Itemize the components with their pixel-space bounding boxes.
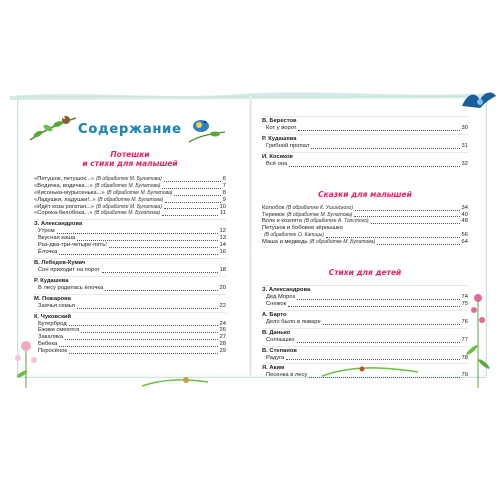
entry-title: Утром	[38, 228, 55, 235]
toc-entry	[262, 319, 468, 326]
dot-leader	[298, 129, 459, 131]
dot-leader	[165, 201, 220, 203]
toc-entry	[34, 321, 226, 328]
entry-page: 76	[461, 318, 468, 325]
entry-title: Колобок	[262, 204, 285, 211]
entry-page: 10	[219, 203, 226, 210]
dot-leader	[77, 239, 217, 241]
entry-title: «Кисонька-мурысенька...»	[34, 189, 105, 196]
entry-title: Закаляка	[38, 334, 64, 341]
toc-entry	[34, 210, 226, 217]
dot-leader	[59, 345, 217, 347]
entry-title: Грибной пропал	[266, 142, 310, 149]
entry-page: 18	[219, 266, 226, 273]
toc-entry	[262, 337, 468, 344]
dot-leader	[297, 298, 459, 300]
entry-page: 74	[461, 294, 468, 300]
toc-entry	[34, 228, 226, 235]
dot-leader	[311, 147, 459, 149]
entry-title: Теремок	[262, 211, 285, 218]
entry-note: (В обработке К. Ушинского)	[286, 204, 354, 211]
toc-entry	[262, 294, 468, 301]
entry-page: 11	[219, 210, 226, 217]
entry-note: (В обработке М. Булатова)	[95, 175, 162, 182]
entry-note: (В обработке М. Булатова)	[97, 196, 164, 203]
entry-page: 16	[219, 249, 226, 255]
toc-entry	[34, 249, 226, 256]
entry-page: 56	[461, 232, 468, 239]
entry-note: (В обработке М. Булатова)	[106, 189, 173, 196]
tale-entries	[262, 205, 468, 246]
entry-page: 22	[219, 302, 226, 309]
toc-entry	[34, 235, 226, 242]
toc-entry	[34, 285, 226, 292]
dot-leader	[174, 194, 220, 196]
dot-leader	[323, 323, 460, 325]
author-name: В. Данько	[262, 328, 468, 337]
toc-entry	[262, 212, 468, 219]
entry-page: 40	[461, 211, 468, 218]
entry-page: 7	[222, 182, 226, 189]
entry-note: (В обработке М. Булатова)	[96, 203, 162, 210]
book-gutter	[249, 96, 252, 376]
entry-page: 6	[222, 175, 226, 182]
entry-page: 29	[219, 348, 226, 355]
entry-page: 13	[219, 235, 226, 242]
entry-page: 79	[461, 372, 468, 379]
entry-title: Солнышко	[266, 336, 295, 343]
grass-bottom-icon	[140, 372, 210, 390]
author-name: А. Барто	[262, 310, 468, 319]
entry-note: (В обработке М. Булатова)	[94, 210, 161, 217]
toc-entry	[262, 372, 468, 379]
dot-leader	[309, 376, 459, 378]
author-name: В. Лебедев-Кумач	[34, 258, 226, 267]
section-title-line-1: Потешки	[110, 150, 150, 159]
toc-entry-title-only: Петушок и бобовое зёрнышко	[262, 225, 343, 232]
dot-leader	[354, 215, 459, 217]
right-author-entries-bottom	[262, 285, 468, 379]
entry-title: Всё она	[266, 160, 288, 167]
entry-page: 34	[461, 204, 468, 211]
entry-title: Песенка в лесу	[266, 372, 308, 379]
dot-leader	[69, 324, 218, 326]
toc-entry	[262, 161, 468, 168]
entry-page: 28	[219, 341, 226, 348]
entry-title: «Сорока-белобока...»	[34, 210, 93, 217]
entry-page: 48	[461, 218, 468, 225]
entry-page: 30	[461, 124, 468, 131]
toc-entry	[34, 183, 226, 190]
entry-title: Волк и козлята	[262, 218, 303, 225]
entry-page: 64	[461, 239, 468, 246]
toc-entry	[34, 190, 226, 197]
dot-leader	[69, 352, 218, 354]
entry-title: Бебека	[38, 341, 58, 348]
entry-page: 77	[461, 336, 468, 343]
section-title-tales: Сказки для малышей	[318, 189, 412, 199]
dot-leader	[286, 358, 459, 360]
toc-left-column	[34, 150, 226, 355]
entry-page: 20	[219, 284, 226, 291]
dot-leader	[109, 246, 218, 248]
left-author-entries	[34, 219, 226, 355]
toc-entry	[262, 218, 468, 225]
entry-title: Дед Мороз	[266, 294, 296, 300]
toc-entry	[262, 125, 468, 132]
entry-page: 27	[219, 334, 226, 341]
toc-entry	[262, 239, 468, 246]
entry-title: Дело было в январе	[266, 318, 321, 325]
flying-bird-icon	[458, 86, 498, 116]
page-title: Содержание	[78, 122, 182, 137]
entry-note: (В обработке М. Булатова)	[309, 239, 376, 246]
entry-title: Сон приходит на порог	[38, 266, 100, 273]
entry-page: 31	[461, 142, 468, 149]
entry-page: 24	[219, 320, 226, 327]
entry-title: «Ладушки, ладушки!..»	[34, 196, 96, 203]
dot-leader	[77, 307, 218, 309]
entry-page: 12	[219, 228, 226, 235]
entry-title: Бутерброд	[38, 320, 67, 327]
toc-right-column	[262, 114, 468, 379]
entry-page: 75	[461, 300, 468, 307]
dot-leader	[355, 209, 459, 211]
entry-title: Маша и медведь	[262, 239, 308, 246]
dot-leader	[164, 207, 218, 209]
entry-note: (В обработке М. Булатова)	[286, 211, 353, 218]
entry-title: «Идёт коза рогатая...»	[34, 203, 95, 210]
dot-leader	[289, 165, 459, 167]
toc-entry	[34, 176, 226, 183]
toc-entry	[262, 205, 468, 212]
entry-title: Раз-два-три-четыре-пять!	[38, 242, 107, 249]
author-name: В. Берестов	[262, 116, 468, 125]
dot-leader	[162, 214, 218, 216]
toc-entry	[34, 348, 226, 355]
dot-leader	[102, 271, 218, 273]
entry-title: «Петушок, петушок...»	[34, 175, 94, 182]
branch-with-birds-icon	[28, 110, 80, 146]
dot-leader	[297, 341, 460, 343]
toc-entry	[262, 143, 468, 150]
author-name: В. Степанов	[262, 346, 468, 355]
entry-title: Снежок	[266, 300, 287, 307]
section-title-line-2: и стихи для малышей	[82, 159, 178, 168]
toc-entry	[34, 204, 226, 211]
toc-entry	[34, 341, 226, 348]
author-name: З. Александрова	[34, 219, 226, 228]
entry-page: 14	[219, 242, 226, 249]
dot-leader	[81, 331, 217, 333]
toc-entry	[34, 334, 226, 341]
toc-entry	[262, 355, 468, 362]
entry-title: Радуга	[266, 354, 285, 361]
entry-page: 8	[222, 189, 226, 196]
dot-leader	[105, 289, 217, 291]
entry-title: Вкусная каша	[38, 235, 76, 242]
right-author-entries-top	[262, 116, 468, 168]
entry-note: (В обработке М. Булатова)	[94, 182, 161, 189]
dot-leader	[288, 305, 459, 307]
dot-leader	[164, 180, 221, 182]
dot-leader	[377, 243, 459, 245]
dot-leader	[371, 222, 460, 224]
author-name: И. Косяков	[262, 152, 468, 161]
folk-entries	[34, 176, 226, 217]
entry-page: 78	[461, 354, 468, 361]
entry-title: В лесу родилась ёлочка	[38, 284, 104, 291]
entry-note: (В обработке О. Капицы)	[264, 232, 324, 239]
toc-entry	[34, 327, 226, 334]
author-name: Р. Кудашева	[262, 134, 468, 143]
entry-page: 32	[461, 160, 468, 167]
toc-entry	[34, 242, 226, 249]
toc-entry	[34, 267, 226, 274]
section-title-nursery	[34, 150, 226, 168]
bluebird-icon	[185, 112, 229, 148]
entry-note: (В обработке А. Толстого)	[304, 218, 369, 225]
toc-entry	[34, 197, 226, 204]
entry-title: «Водичка, водичка...»	[34, 182, 93, 189]
author-name: К. Чуковский	[34, 312, 226, 321]
toc-entry	[262, 301, 468, 308]
dot-leader	[65, 338, 218, 340]
entry-title: Ежики смеются	[38, 327, 80, 334]
entry-title: Ёлочка	[38, 249, 58, 255]
dot-leader	[326, 236, 460, 238]
entry-title: Кот у ворот	[266, 124, 297, 131]
dot-leader	[57, 232, 218, 234]
dot-leader	[162, 187, 220, 189]
toc-entry	[34, 303, 226, 310]
author-name: Я. Аким	[262, 363, 468, 372]
author-name: М. Пожарова	[34, 294, 226, 303]
toc-entry	[262, 232, 468, 239]
entry-page: 9	[222, 196, 226, 203]
entry-title: Поросёнок	[38, 348, 67, 355]
author-name: Р. Кудашева	[34, 276, 226, 285]
section-title-kids: Стихи для детей	[328, 268, 402, 278]
entry-page: 26	[219, 327, 226, 334]
dot-leader	[59, 253, 217, 255]
entry-title: Заячья семья	[38, 302, 75, 309]
author-name: З. Александрова	[262, 285, 468, 294]
